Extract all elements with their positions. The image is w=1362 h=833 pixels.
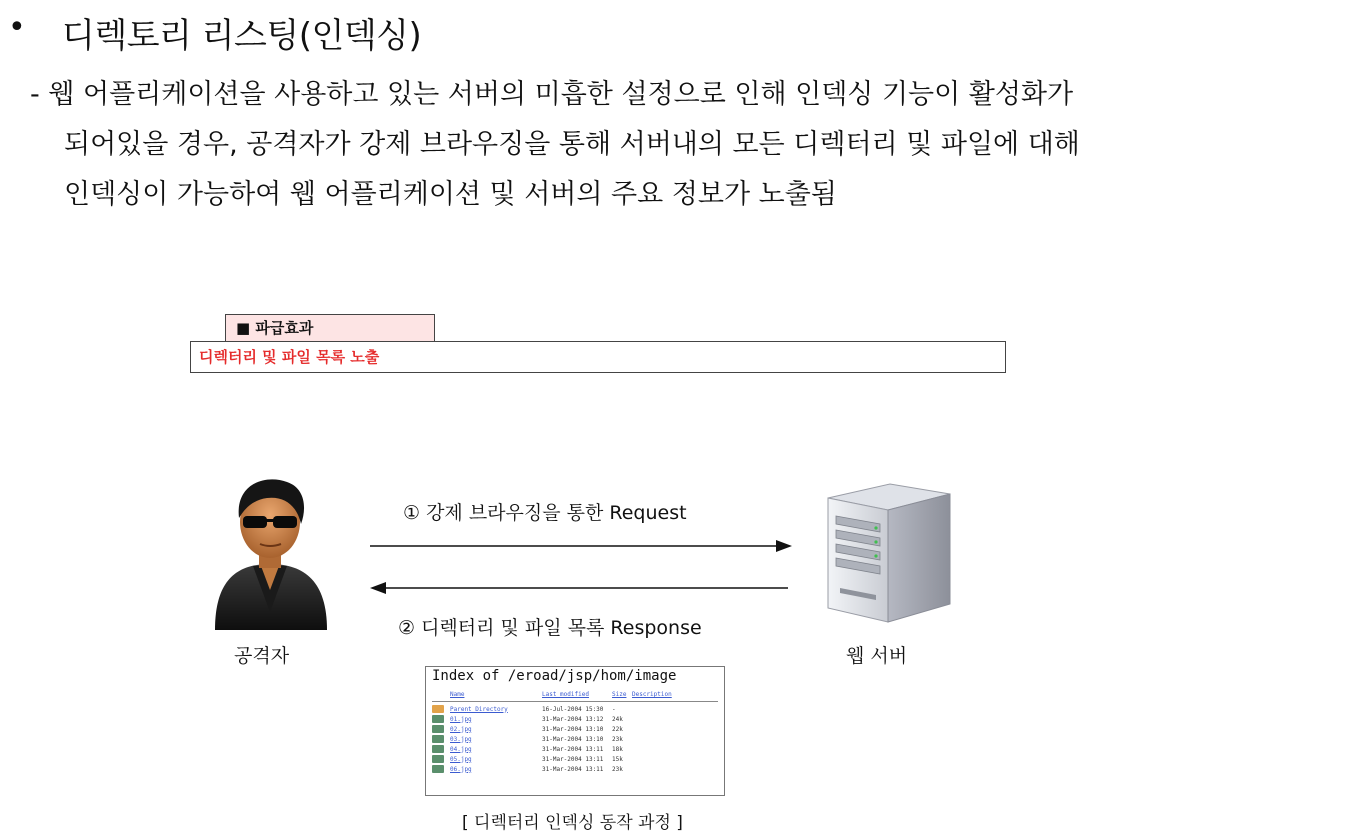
server-label: 웹 서버 <box>846 645 908 667</box>
listing-row-size: 23k <box>612 765 623 773</box>
listing-row-date: 31-Mar-2004 13:10 <box>542 735 604 743</box>
listing-row-name[interactable]: 03.jpg <box>450 735 472 743</box>
listing-row-size: 15k <box>612 755 623 763</box>
image-file-icon <box>432 735 444 743</box>
directory-listing-screenshot <box>425 666 725 796</box>
attacker-icon <box>205 472 335 632</box>
listing-row-name[interactable]: 02.jpg <box>450 725 472 733</box>
listing-row-size: - <box>612 705 616 713</box>
listing-row-date: 16-Jul-2004 15:30 <box>542 705 604 713</box>
attacker-label: 공격자 <box>234 645 290 667</box>
listing-header-name: Name <box>450 691 465 698</box>
listing-row <box>426 754 724 764</box>
server-tower-icon <box>818 476 954 626</box>
listing-header-description: Description <box>632 691 672 698</box>
effect-label: ■ 파급효과 <box>225 314 435 341</box>
listing-row <box>426 724 724 734</box>
arrows <box>368 536 794 600</box>
listing-row <box>426 744 724 754</box>
listing-row-name[interactable]: Parent Directory <box>450 705 508 713</box>
image-file-icon <box>432 725 444 733</box>
response-label: ② 디렉터리 및 파일 목록 Response <box>398 617 702 639</box>
folder-icon <box>432 705 444 713</box>
listing-row-size: 24k <box>612 715 623 723</box>
listing-row-name[interactable]: 05.jpg <box>450 755 472 763</box>
description-line-2: 되어있을 경우, 공격자가 강제 브라우징을 통해 서버내의 모든 디렉터리 및 파일에 대해 <box>64 129 1080 160</box>
description-line-1: - 웹 어플리케이션을 사용하고 있는 서버의 미흡한 설정으로 인해 인덱싱 기능이 활성화가 <box>30 79 1074 110</box>
listing-row <box>426 764 724 774</box>
listing-row <box>426 714 724 724</box>
description-line-3: 인덱싱이 가능하여 웹 어플리케이션 및 서버의 주요 정보가 노출됨 <box>64 179 837 210</box>
image-file-icon <box>432 755 444 763</box>
listing-divider <box>432 701 718 702</box>
figure-caption: [ 디렉터리 인덱싱 동작 과정 ] <box>462 813 683 833</box>
title-bullet: • <box>8 10 26 45</box>
listing-row <box>426 734 724 744</box>
listing-row-date: 31-Mar-2004 13:10 <box>542 725 604 733</box>
slide-title: 디렉토리 리스팅(인덱싱) <box>62 16 422 56</box>
listing-header-size: Size <box>612 691 627 698</box>
description <box>30 70 1350 220</box>
listing-header-modified: Last modified <box>542 691 589 698</box>
listing-row-size: 22k <box>612 725 623 733</box>
listing-row-size: 18k <box>612 745 623 753</box>
listing-row-date: 31-Mar-2004 13:12 <box>542 715 604 723</box>
request-arrow <box>370 540 792 552</box>
listing-row-size: 23k <box>612 735 623 743</box>
listing-row-name[interactable]: 01.jpg <box>450 715 472 723</box>
request-label: ① 강제 브라우징을 통한 Request <box>403 502 687 524</box>
listing-header <box>426 685 724 701</box>
effect-value: 디렉터리 및 파일 목록 노출 <box>190 341 1006 373</box>
listing-row-name[interactable]: 06.jpg <box>450 765 472 773</box>
image-file-icon <box>432 715 444 723</box>
listing-title: Index of /eroad/jsp/hom/image <box>432 668 677 684</box>
image-file-icon <box>432 765 444 773</box>
image-file-icon <box>432 745 444 753</box>
listing-row-name[interactable]: 04.jpg <box>450 745 472 753</box>
slide-title-row <box>0 4 1362 54</box>
listing-row-date: 31-Mar-2004 13:11 <box>542 745 604 753</box>
listing-row-date: 31-Mar-2004 13:11 <box>542 765 604 773</box>
listing-row <box>426 704 724 714</box>
listing-row-date: 31-Mar-2004 13:11 <box>542 755 604 763</box>
response-arrow <box>370 582 788 594</box>
